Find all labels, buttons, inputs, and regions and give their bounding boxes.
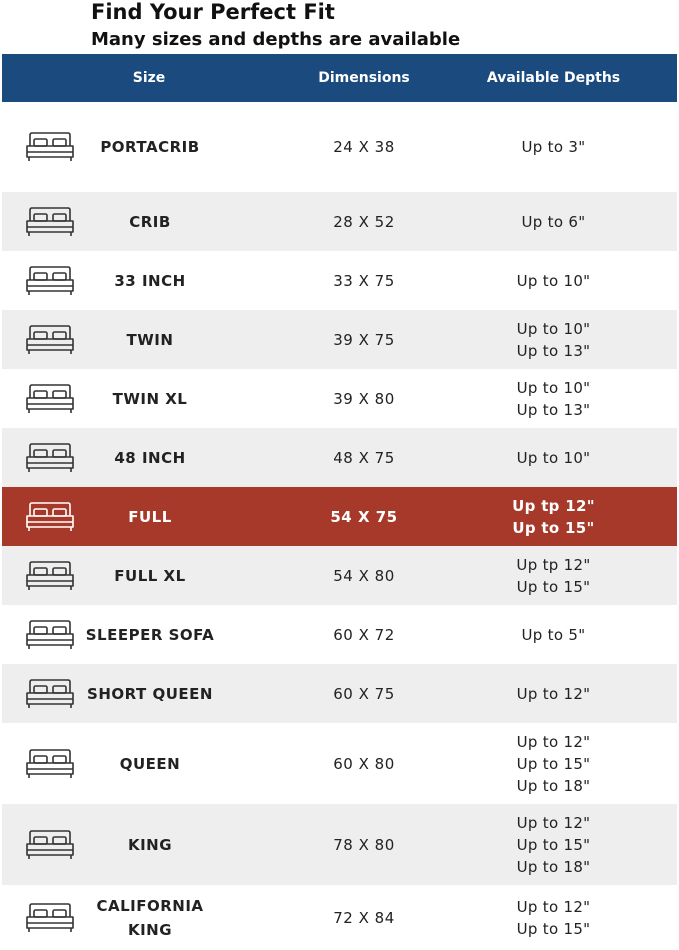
dimensions-value: 60 X 72 — [333, 625, 395, 644]
dimensions-value: 60 X 80 — [333, 754, 395, 773]
depths-cell — [430, 731, 677, 797]
bed-icon — [24, 678, 76, 710]
page-title: Find Your Perfect Fit — [91, 0, 335, 24]
depth-value: Up to 10" — [516, 378, 591, 397]
size-label: TWIN XL — [112, 389, 188, 408]
depth-value: Up to 12" — [516, 897, 591, 916]
bed-icon — [24, 442, 76, 474]
depth-value: Up to 13" — [516, 341, 591, 360]
depth-value: Up to 10" — [516, 448, 591, 467]
size-cell — [2, 723, 298, 804]
size-label: 33 INCH — [114, 271, 186, 290]
bed-icon — [24, 748, 76, 780]
table-row — [2, 885, 677, 950]
size-cell — [2, 546, 298, 605]
size-cell — [2, 310, 298, 369]
depth-value: Up to 6" — [521, 212, 586, 231]
dimensions-value: 72 X 84 — [333, 908, 395, 927]
depth-value: Up tp 12" — [512, 496, 595, 515]
bed-icon — [24, 383, 76, 415]
dimensions-value: 28 X 52 — [333, 212, 395, 231]
bed-icon — [24, 619, 76, 651]
depths-cell — [430, 447, 677, 469]
header-size: Size — [132, 70, 166, 86]
table-row — [2, 487, 677, 546]
size-label: QUEEN — [119, 754, 181, 773]
table-row — [2, 605, 677, 664]
table-row — [2, 723, 677, 804]
depths-cell — [430, 318, 677, 362]
table-row — [2, 310, 677, 369]
bed-icon — [24, 829, 76, 861]
depth-value: Up to 10" — [516, 271, 591, 290]
depths-cell — [430, 554, 677, 598]
depth-value: Up to 13" — [516, 400, 591, 419]
dimensions-cell — [298, 909, 430, 927]
depth-value: Up to 15" — [516, 835, 591, 854]
dimensions-value: 39 X 75 — [333, 330, 395, 349]
depths-cell — [430, 270, 677, 292]
size-cell — [2, 251, 298, 310]
dimensions-cell — [298, 138, 430, 156]
depth-value: Up to 15" — [516, 577, 591, 596]
dimensions-cell — [298, 390, 430, 408]
dimensions-cell — [298, 755, 430, 773]
table-row — [2, 102, 677, 192]
depths-cell — [430, 624, 677, 646]
size-cell — [2, 192, 298, 251]
size-label: CALIFORNIA KING — [96, 896, 204, 939]
title-block — [91, 0, 460, 52]
bed-icon — [24, 265, 76, 297]
size-label: CRIB — [129, 212, 171, 231]
size-table — [2, 54, 677, 950]
size-label: FULL XL — [114, 566, 186, 585]
depth-value: Up to 18" — [516, 776, 591, 795]
dimensions-cell — [298, 685, 430, 703]
size-label: PORTACRIB — [100, 138, 200, 156]
depths-cell — [430, 896, 677, 940]
depths-cell — [430, 683, 677, 705]
size-cell — [2, 369, 298, 428]
depths-cell — [430, 495, 677, 539]
dimensions-value: 33 X 75 — [333, 271, 395, 290]
dimensions-value: 24 X 38 — [333, 138, 395, 156]
dimensions-value: 78 X 80 — [333, 835, 395, 854]
size-cell — [2, 102, 298, 192]
depth-value: Up to 12" — [516, 813, 591, 832]
size-cell — [2, 487, 298, 546]
depth-value: Up to 15" — [512, 518, 595, 537]
dimensions-cell — [298, 836, 430, 854]
depths-cell — [430, 136, 677, 158]
dimensions-value: 48 X 75 — [333, 448, 395, 467]
depth-value: Up to 10" — [516, 319, 591, 338]
depth-value: Up to 12" — [516, 732, 591, 751]
depth-value: Up to 15" — [516, 754, 591, 773]
size-cell — [2, 885, 298, 950]
table-header — [2, 54, 677, 102]
table-body — [2, 102, 677, 950]
size-label: 48 INCH — [114, 448, 186, 467]
size-cell — [2, 428, 298, 487]
bed-icon — [24, 501, 76, 533]
dimensions-cell — [298, 508, 430, 526]
size-cell — [2, 804, 298, 885]
depth-value: Up to 15" — [516, 919, 591, 938]
depth-value: Up tp 12" — [516, 555, 591, 574]
depths-cell — [430, 812, 677, 878]
size-label: TWIN — [126, 330, 174, 349]
dimensions-cell — [298, 626, 430, 644]
depth-value: Up to 3" — [521, 138, 586, 156]
header-dimensions: Dimensions — [318, 70, 410, 86]
size-cell — [2, 605, 298, 664]
size-cell — [2, 664, 298, 723]
table-row — [2, 664, 677, 723]
dimensions-cell — [298, 331, 430, 349]
table-row — [2, 192, 677, 251]
bed-icon — [24, 324, 76, 356]
size-label: SHORT QUEEN — [87, 684, 213, 703]
size-label: SLEEPER SOFA — [85, 625, 215, 644]
depths-cell — [430, 377, 677, 421]
table-row — [2, 428, 677, 487]
bed-icon — [24, 131, 76, 163]
dimensions-value: 39 X 80 — [333, 389, 395, 408]
table-row — [2, 804, 677, 885]
bed-icon — [24, 206, 76, 238]
depth-value: Up to 5" — [521, 625, 586, 644]
table-row — [2, 251, 677, 310]
dimensions-cell — [298, 449, 430, 467]
dimensions-cell — [298, 272, 430, 290]
dimensions-value: 60 X 75 — [333, 684, 395, 703]
dimensions-value: 54 X 75 — [330, 507, 398, 526]
depth-value: Up to 18" — [516, 857, 591, 876]
size-label: KING — [127, 835, 173, 854]
depths-cell — [430, 211, 677, 233]
bed-icon — [24, 902, 76, 934]
bed-icon — [24, 560, 76, 592]
dimensions-cell — [298, 567, 430, 585]
page-subtitle: Many sizes and depths are available — [91, 29, 461, 50]
size-label: FULL — [128, 507, 172, 526]
table-row — [2, 369, 677, 428]
table-row — [2, 546, 677, 605]
depth-value: Up to 12" — [516, 684, 591, 703]
dimensions-cell — [298, 213, 430, 231]
header-depths: Available Depths — [486, 70, 621, 86]
dimensions-value: 54 X 80 — [333, 566, 395, 585]
